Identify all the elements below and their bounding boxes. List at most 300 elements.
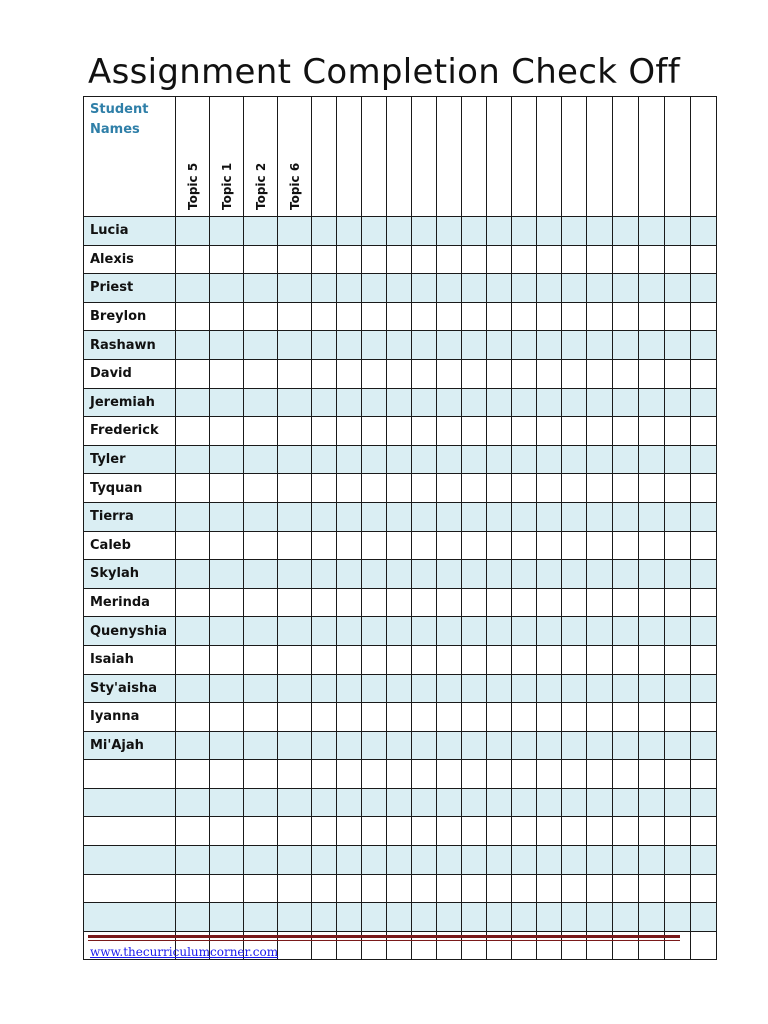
check-cell[interactable] [210,417,244,446]
check-cell[interactable] [587,474,613,503]
check-cell[interactable] [487,760,512,789]
check-cell[interactable] [487,846,512,875]
check-cell[interactable] [278,302,312,331]
check-cell[interactable] [278,217,312,246]
check-cell[interactable] [613,846,639,875]
check-cell[interactable] [244,588,278,617]
check-cell[interactable] [387,645,412,674]
check-cell[interactable] [176,245,210,274]
check-cell[interactable] [362,217,387,246]
check-cell[interactable] [362,560,387,589]
check-cell[interactable] [412,588,437,617]
check-cell[interactable] [244,846,278,875]
check-cell[interactable] [665,874,691,903]
check-cell[interactable] [337,388,362,417]
check-cell[interactable] [691,817,717,846]
check-cell[interactable] [562,903,587,932]
check-cell[interactable] [244,274,278,303]
check-cell[interactable] [537,274,562,303]
check-cell[interactable] [512,302,537,331]
check-cell[interactable] [312,788,337,817]
check-cell[interactable] [210,359,244,388]
check-cell[interactable] [176,760,210,789]
check-cell[interactable] [537,474,562,503]
check-cell[interactable] [278,703,312,732]
check-cell[interactable] [665,903,691,932]
check-cell[interactable] [537,502,562,531]
check-cell[interactable] [665,703,691,732]
check-cell[interactable] [337,217,362,246]
check-cell[interactable] [562,274,587,303]
check-cell[interactable] [613,531,639,560]
check-cell[interactable] [387,703,412,732]
check-cell[interactable] [278,274,312,303]
check-cell[interactable] [176,502,210,531]
check-cell[interactable] [312,359,337,388]
check-cell[interactable] [639,874,665,903]
check-cell[interactable] [512,731,537,760]
check-cell[interactable] [587,359,613,388]
check-cell[interactable] [210,531,244,560]
check-cell[interactable] [665,474,691,503]
check-cell[interactable] [312,588,337,617]
check-cell[interactable] [278,445,312,474]
check-cell[interactable] [587,274,613,303]
check-cell[interactable] [312,302,337,331]
check-cell[interactable] [437,531,462,560]
check-cell[interactable] [387,788,412,817]
check-cell[interactable] [587,731,613,760]
check-cell[interactable] [512,703,537,732]
check-cell[interactable] [362,788,387,817]
check-cell[interactable] [362,731,387,760]
check-cell[interactable] [537,760,562,789]
check-cell[interactable] [337,302,362,331]
check-cell[interactable] [665,417,691,446]
check-cell[interactable] [613,302,639,331]
check-cell[interactable] [562,359,587,388]
check-cell[interactable] [462,445,487,474]
check-cell[interactable] [665,388,691,417]
check-cell[interactable] [665,788,691,817]
check-cell[interactable] [387,245,412,274]
check-cell[interactable] [639,417,665,446]
check-cell[interactable] [244,302,278,331]
check-cell[interactable] [665,760,691,789]
check-cell[interactable] [537,874,562,903]
check-cell[interactable] [587,703,613,732]
check-cell[interactable] [613,359,639,388]
check-cell[interactable] [387,531,412,560]
check-cell[interactable] [462,245,487,274]
check-cell[interactable] [278,388,312,417]
check-cell[interactable] [691,788,717,817]
check-cell[interactable] [587,645,613,674]
check-cell[interactable] [639,217,665,246]
check-cell[interactable] [312,903,337,932]
check-cell[interactable] [437,245,462,274]
check-cell[interactable] [437,588,462,617]
check-cell[interactable] [613,760,639,789]
check-cell[interactable] [278,331,312,360]
check-cell[interactable] [312,846,337,875]
check-cell[interactable] [362,302,387,331]
check-cell[interactable] [665,674,691,703]
check-cell[interactable] [337,560,362,589]
check-cell[interactable] [176,903,210,932]
check-cell[interactable] [537,417,562,446]
check-cell[interactable] [362,474,387,503]
check-cell[interactable] [312,274,337,303]
check-cell[interactable] [512,531,537,560]
check-cell[interactable] [312,388,337,417]
check-cell[interactable] [278,760,312,789]
check-cell[interactable] [437,674,462,703]
check-cell[interactable] [691,903,717,932]
check-cell[interactable] [512,245,537,274]
check-cell[interactable] [691,331,717,360]
check-cell[interactable] [387,617,412,646]
check-cell[interactable] [613,245,639,274]
check-cell[interactable] [437,274,462,303]
check-cell[interactable] [412,560,437,589]
check-cell[interactable] [337,359,362,388]
check-cell[interactable] [244,560,278,589]
check-cell[interactable] [244,245,278,274]
check-cell[interactable] [437,817,462,846]
check-cell[interactable] [412,617,437,646]
check-cell[interactable] [691,588,717,617]
check-cell[interactable] [362,245,387,274]
check-cell[interactable] [587,502,613,531]
check-cell[interactable] [562,788,587,817]
check-cell[interactable] [362,645,387,674]
check-cell[interactable] [639,817,665,846]
check-cell[interactable] [639,703,665,732]
check-cell[interactable] [639,531,665,560]
check-cell[interactable] [210,903,244,932]
check-cell[interactable] [210,674,244,703]
check-cell[interactable] [462,502,487,531]
check-cell[interactable] [639,788,665,817]
check-cell[interactable] [176,274,210,303]
check-cell[interactable] [639,760,665,789]
check-cell[interactable] [462,274,487,303]
check-cell[interactable] [665,617,691,646]
check-cell[interactable] [337,674,362,703]
check-cell[interactable] [562,560,587,589]
check-cell[interactable] [312,474,337,503]
check-cell[interactable] [462,217,487,246]
check-cell[interactable] [562,760,587,789]
check-cell[interactable] [312,531,337,560]
check-cell[interactable] [487,245,512,274]
check-cell[interactable] [387,903,412,932]
check-cell[interactable] [337,474,362,503]
check-cell[interactable] [337,788,362,817]
check-cell[interactable] [613,731,639,760]
check-cell[interactable] [587,903,613,932]
check-cell[interactable] [512,274,537,303]
check-cell[interactable] [639,331,665,360]
check-cell[interactable] [337,417,362,446]
check-cell[interactable] [487,560,512,589]
check-cell[interactable] [437,788,462,817]
check-cell[interactable] [412,217,437,246]
check-cell[interactable] [639,302,665,331]
check-cell[interactable] [210,874,244,903]
check-cell[interactable] [176,846,210,875]
check-cell[interactable] [412,674,437,703]
check-cell[interactable] [278,617,312,646]
check-cell[interactable] [537,388,562,417]
check-cell[interactable] [387,674,412,703]
check-cell[interactable] [512,674,537,703]
check-cell[interactable] [176,645,210,674]
check-cell[interactable] [487,274,512,303]
check-cell[interactable] [412,302,437,331]
check-cell[interactable] [665,245,691,274]
check-cell[interactable] [412,846,437,875]
check-cell[interactable] [587,874,613,903]
check-cell[interactable] [562,817,587,846]
check-cell[interactable] [244,417,278,446]
check-cell[interactable] [665,531,691,560]
check-cell[interactable] [537,645,562,674]
check-cell[interactable] [613,331,639,360]
check-cell[interactable] [587,302,613,331]
check-cell[interactable] [639,588,665,617]
check-cell[interactable] [176,417,210,446]
check-cell[interactable] [210,245,244,274]
check-cell[interactable] [210,788,244,817]
check-cell[interactable] [244,760,278,789]
check-cell[interactable] [487,531,512,560]
check-cell[interactable] [244,331,278,360]
check-cell[interactable] [337,817,362,846]
check-cell[interactable] [691,874,717,903]
check-cell[interactable] [691,617,717,646]
check-cell[interactable] [244,645,278,674]
check-cell[interactable] [244,474,278,503]
check-cell[interactable] [312,760,337,789]
check-cell[interactable] [691,302,717,331]
check-cell[interactable] [639,645,665,674]
check-cell[interactable] [176,302,210,331]
check-cell[interactable] [562,417,587,446]
check-cell[interactable] [512,417,537,446]
check-cell[interactable] [412,760,437,789]
check-cell[interactable] [587,417,613,446]
check-cell[interactable] [337,245,362,274]
check-cell[interactable] [437,217,462,246]
check-cell[interactable] [512,502,537,531]
check-cell[interactable] [176,731,210,760]
check-cell[interactable] [362,846,387,875]
check-cell[interactable] [176,359,210,388]
check-cell[interactable] [537,245,562,274]
check-cell[interactable] [462,760,487,789]
check-cell[interactable] [176,331,210,360]
check-cell[interactable] [278,359,312,388]
check-cell[interactable] [487,417,512,446]
check-cell[interactable] [244,502,278,531]
check-cell[interactable] [587,788,613,817]
check-cell[interactable] [462,674,487,703]
check-cell[interactable] [412,874,437,903]
check-cell[interactable] [437,445,462,474]
check-cell[interactable] [613,617,639,646]
check-cell[interactable] [691,560,717,589]
check-cell[interactable] [210,274,244,303]
check-cell[interactable] [639,502,665,531]
check-cell[interactable] [462,560,487,589]
check-cell[interactable] [362,874,387,903]
check-cell[interactable] [412,903,437,932]
check-cell[interactable] [362,331,387,360]
check-cell[interactable] [412,445,437,474]
check-cell[interactable] [639,388,665,417]
check-cell[interactable] [665,560,691,589]
check-cell[interactable] [387,588,412,617]
check-cell[interactable] [613,645,639,674]
check-cell[interactable] [487,445,512,474]
check-cell[interactable] [437,846,462,875]
check-cell[interactable] [312,874,337,903]
check-cell[interactable] [176,474,210,503]
check-cell[interactable] [691,645,717,674]
check-cell[interactable] [691,445,717,474]
check-cell[interactable] [210,588,244,617]
check-cell[interactable] [562,731,587,760]
check-cell[interactable] [639,274,665,303]
check-cell[interactable] [537,788,562,817]
check-cell[interactable] [176,703,210,732]
check-cell[interactable] [587,617,613,646]
check-cell[interactable] [487,703,512,732]
check-cell[interactable] [362,417,387,446]
check-cell[interactable] [639,731,665,760]
check-cell[interactable] [176,388,210,417]
check-cell[interactable] [312,502,337,531]
check-cell[interactable] [387,302,412,331]
check-cell[interactable] [665,817,691,846]
check-cell[interactable] [587,817,613,846]
check-cell[interactable] [387,331,412,360]
check-cell[interactable] [562,217,587,246]
check-cell[interactable] [437,359,462,388]
check-cell[interactable] [412,531,437,560]
check-cell[interactable] [462,731,487,760]
check-cell[interactable] [437,874,462,903]
check-cell[interactable] [337,903,362,932]
check-cell[interactable] [312,617,337,646]
check-cell[interactable] [487,874,512,903]
check-cell[interactable] [639,617,665,646]
check-cell[interactable] [587,531,613,560]
check-cell[interactable] [587,331,613,360]
check-cell[interactable] [210,645,244,674]
check-cell[interactable] [562,245,587,274]
check-cell[interactable] [613,417,639,446]
check-cell[interactable] [613,560,639,589]
check-cell[interactable] [412,788,437,817]
check-cell[interactable] [244,703,278,732]
check-cell[interactable] [176,560,210,589]
check-cell[interactable] [512,474,537,503]
check-cell[interactable] [387,760,412,789]
check-cell[interactable] [665,274,691,303]
check-cell[interactable] [278,674,312,703]
check-cell[interactable] [487,388,512,417]
check-cell[interactable] [613,817,639,846]
check-cell[interactable] [562,474,587,503]
check-cell[interactable] [512,817,537,846]
check-cell[interactable] [437,617,462,646]
check-cell[interactable] [487,331,512,360]
check-cell[interactable] [362,588,387,617]
check-cell[interactable] [691,359,717,388]
check-cell[interactable] [312,331,337,360]
check-cell[interactable] [278,731,312,760]
check-cell[interactable] [587,674,613,703]
check-cell[interactable] [362,445,387,474]
check-cell[interactable] [512,645,537,674]
check-cell[interactable] [587,588,613,617]
check-cell[interactable] [176,788,210,817]
check-cell[interactable] [437,417,462,446]
check-cell[interactable] [587,445,613,474]
check-cell[interactable] [639,245,665,274]
check-cell[interactable] [210,502,244,531]
check-cell[interactable] [244,217,278,246]
check-cell[interactable] [362,817,387,846]
check-cell[interactable] [462,788,487,817]
check-cell[interactable] [562,588,587,617]
check-cell[interactable] [587,388,613,417]
check-cell[interactable] [362,274,387,303]
check-cell[interactable] [613,502,639,531]
check-cell[interactable] [665,445,691,474]
check-cell[interactable] [312,245,337,274]
check-cell[interactable] [487,217,512,246]
check-cell[interactable] [437,903,462,932]
check-cell[interactable] [462,645,487,674]
check-cell[interactable] [665,359,691,388]
check-cell[interactable] [587,846,613,875]
check-cell[interactable] [512,388,537,417]
check-cell[interactable] [337,445,362,474]
check-cell[interactable] [278,588,312,617]
check-cell[interactable] [462,817,487,846]
check-cell[interactable] [587,245,613,274]
check-cell[interactable] [437,302,462,331]
check-cell[interactable] [512,788,537,817]
check-cell[interactable] [387,846,412,875]
check-cell[interactable] [337,645,362,674]
check-cell[interactable] [412,817,437,846]
check-cell[interactable] [639,560,665,589]
check-cell[interactable] [691,531,717,560]
check-cell[interactable] [639,474,665,503]
check-cell[interactable] [562,617,587,646]
check-cell[interactable] [210,817,244,846]
check-cell[interactable] [512,359,537,388]
check-cell[interactable] [387,560,412,589]
check-cell[interactable] [244,817,278,846]
check-cell[interactable] [387,217,412,246]
check-cell[interactable] [312,645,337,674]
